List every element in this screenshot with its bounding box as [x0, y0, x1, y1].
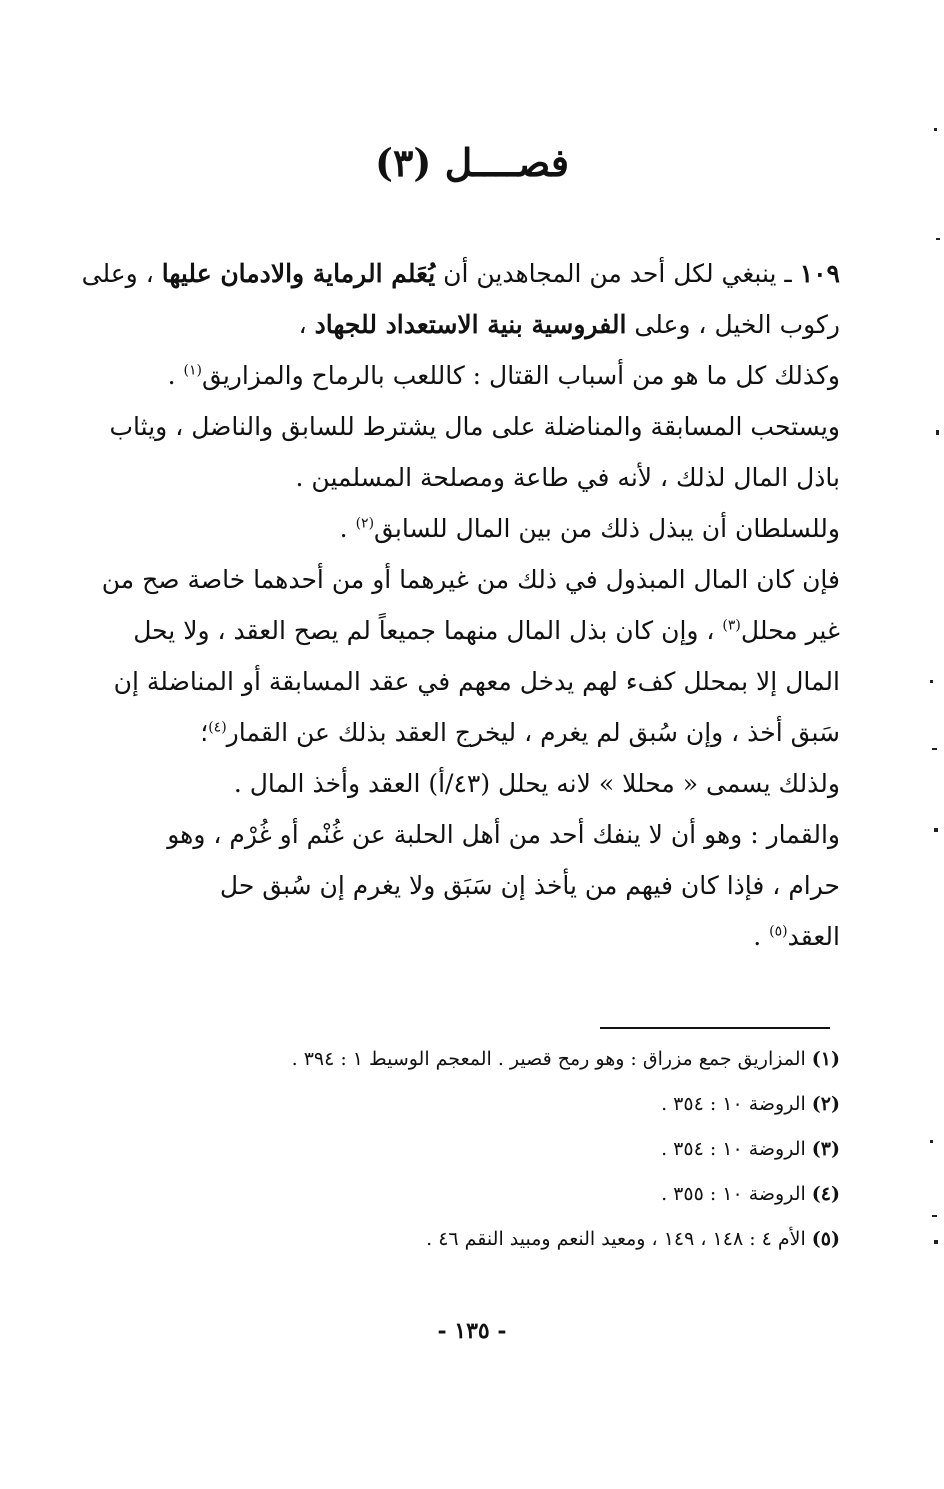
- footnote-item: [200, 1217, 840, 1262]
- text-segment: ؛: [200, 718, 209, 747]
- footnotes: [200, 1037, 840, 1262]
- text-segment: وكذلك كل ما هو من أسباب القتال : كاللعب بالرماح والمزاريق: [201, 361, 840, 390]
- text-segment: غير محلل: [740, 616, 840, 645]
- footnote-separator: [600, 1027, 830, 1029]
- text-line: [140, 452, 840, 503]
- text-segment: العقد: [787, 922, 840, 951]
- scan-speck: [934, 1240, 938, 1244]
- scan-speck: [932, 1215, 937, 1217]
- text-line: [81, 248, 840, 299]
- footnote-ref[interactable]: (٥): [769, 923, 788, 940]
- footnote-text: الروضة ١٠ : ٣٥٤ .: [661, 1093, 806, 1115]
- text-line: [113, 656, 840, 707]
- text-line: [140, 503, 840, 554]
- text-line: [140, 707, 840, 758]
- footnote-text: الروضة ١٠ : ٣٥٥ .: [661, 1183, 806, 1205]
- footnote-item: [200, 1127, 840, 1172]
- text-segment: سَبق أخذ ، وإن سُبق لم يغرم ، ليخرج العقد بذلك عن القمار: [226, 718, 840, 747]
- scan-speck: [930, 680, 933, 683]
- text-line: [140, 299, 840, 350]
- text-segment: ويستحب المسابقة والمناضلة على مال يشترط للسابق والناضل ، ويثاب: [109, 412, 840, 441]
- text-line: [140, 758, 840, 809]
- text-segment: المال إلا بمحلل كفء لهم يدخل معهم في عقد المسابقة أو المناضلة إن: [113, 667, 840, 696]
- text-segment: ـ ينبغي لكل أحد من المجاهدين أن: [435, 259, 792, 288]
- text-line: [140, 350, 840, 401]
- text-segment: ، وعلى: [81, 259, 162, 288]
- paragraph-109: [81, 248, 840, 962]
- text-line: [133, 605, 840, 656]
- bold-text-segment: الفروسية بنية الاستعداد للجهاد: [314, 310, 627, 339]
- footnote-text: الروضة ١٠ : ٣٥٤ .: [661, 1138, 806, 1160]
- footnote-text: المزاريق جمع مزراق : وهو رمح قصير . المعجم الوسيط ١ : ٣٩٤ .: [291, 1048, 806, 1070]
- footnote-ref[interactable]: (٢): [355, 515, 375, 532]
- scan-speck: [930, 1140, 933, 1143]
- text-segment: فإن كان المال المبذول في ذلك من غيرهما أو من أحدهما خاصة صح من: [101, 565, 840, 594]
- footnote-item: [200, 1037, 840, 1082]
- footnote-number: (٣): [811, 1138, 840, 1160]
- text-segment: ،: [298, 310, 315, 339]
- footnote-text: الأم ٤ : ١٤٨ ، ١٤٩ ، ومعيد النعم ومبيد النقم ٤٦ .: [426, 1228, 806, 1250]
- chapter-title: فصــــل (٣): [374, 140, 570, 185]
- text-segment: ركوب الخيل ، وعلى: [626, 310, 840, 339]
- footnote-ref[interactable]: (٣): [722, 617, 741, 634]
- text-line: [140, 860, 840, 911]
- text-segment: باذل المال لذلك ، لأنه في طاعة ومصلحة المسلمين .: [295, 463, 840, 492]
- text-segment: وللسلطان أن يبذل ذلك من بين المال للسابق: [374, 514, 840, 543]
- scan-speck: [936, 238, 940, 240]
- text-segment: ، وإن كان بذل المال منهما جميعاً لم يصح العقد ، ولا يحل: [133, 616, 723, 645]
- text-segment: .: [167, 361, 184, 390]
- footnote-ref[interactable]: (٤): [208, 719, 227, 736]
- text-segment: حرام ، فإذا كان فيهم من يأخذ إن سَبَق ولا يغرم إن سُبق حل: [219, 871, 840, 900]
- scan-speck: [936, 430, 939, 435]
- text-line: [140, 911, 840, 962]
- footnote-item: [200, 1172, 840, 1217]
- footnote-ref[interactable]: (١): [183, 362, 202, 379]
- text-line: [140, 809, 840, 860]
- footnote-number: (٤): [811, 1183, 840, 1205]
- page-number: - ١٣٥ -: [437, 1318, 507, 1344]
- bold-text-segment: يُعَلم الرماية والادمان عليها: [161, 259, 436, 288]
- footnote-item: [200, 1082, 840, 1127]
- footnote-number: (٢): [811, 1093, 840, 1115]
- text-line: [109, 401, 840, 452]
- scan-speck: [934, 128, 937, 131]
- scan-speck: [932, 748, 937, 750]
- footnote-number: (٥): [811, 1228, 840, 1250]
- scan-speck: [934, 828, 938, 832]
- footnote-number: (١): [811, 1048, 840, 1070]
- paragraph-number: ١٠٩: [799, 259, 840, 288]
- text-segment: .: [339, 514, 356, 543]
- text-segment: ولذلك يسمى « محللا » لانه يحلل (٤٣/أ) العقد وأخذ المال .: [233, 769, 840, 798]
- text-segment: والقمار : وهو أن لا ينفك أحد من أهل الحلبة عن غُنْم أو غُرْم ، وهو: [167, 820, 840, 849]
- text-segment: .: [753, 922, 770, 951]
- text-line: [101, 554, 840, 605]
